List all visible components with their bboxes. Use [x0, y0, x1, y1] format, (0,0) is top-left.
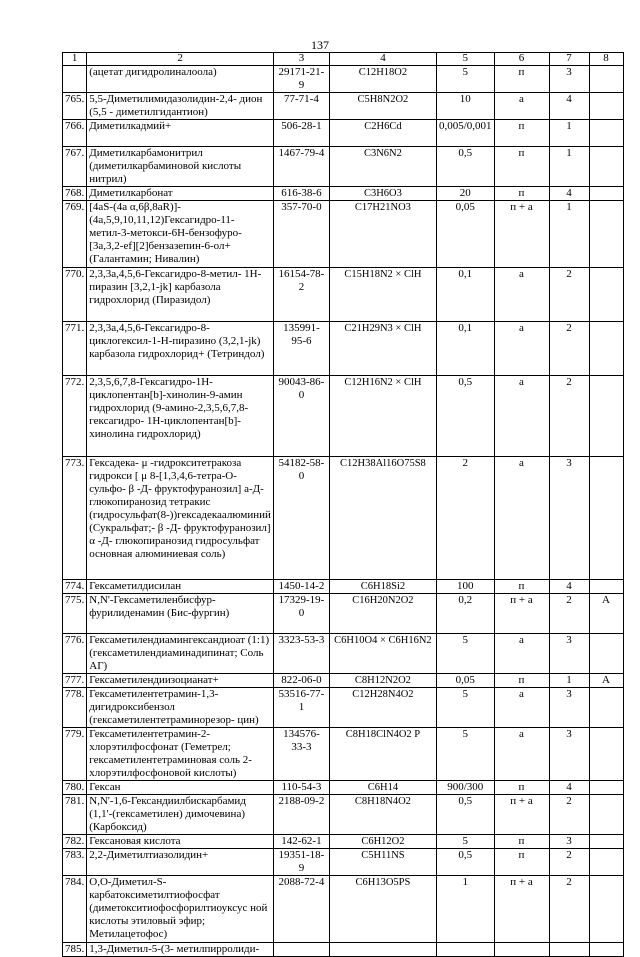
- cell-val: 1: [436, 876, 494, 943]
- cell-val: 5: [436, 634, 494, 674]
- cell-cas: 2088-72-4: [273, 876, 329, 943]
- cell-val: 0,005/0,001: [436, 120, 494, 147]
- cell-hazard: 2: [549, 594, 589, 634]
- cell-note: [589, 268, 623, 322]
- cell-hazard: 3: [549, 66, 589, 93]
- cell-cas: 110-54-3: [273, 781, 329, 795]
- cell-formula: C6H14: [329, 781, 436, 795]
- cell-note: [589, 120, 623, 147]
- cell-cas: 54182-58-0: [273, 457, 329, 580]
- cell-num: 774.: [63, 580, 87, 594]
- cell-cls: п: [494, 580, 549, 594]
- cell-cls: а: [494, 457, 549, 580]
- cell-hazard: 2: [549, 795, 589, 835]
- cell-name: Гексаметилендиамингександиоат (1:1) (гексаметилендиаминадипинат; Соль АГ): [87, 634, 274, 674]
- cell-cas: 822-06-0: [273, 674, 329, 688]
- cell-num: 773.: [63, 457, 87, 580]
- column-header: 6: [494, 53, 549, 66]
- cell-hazard: 2: [549, 376, 589, 457]
- cell-formula: C2H6Cd: [329, 120, 436, 147]
- cell-cls: [494, 943, 549, 957]
- cell-name: Диметилкадмий+: [87, 120, 274, 147]
- cell-num: 766.: [63, 120, 87, 147]
- cell-cls: п + а: [494, 795, 549, 835]
- cell-name: Диметилкарбамонитрил (диметилкарбаминовой кислоты нитрил): [87, 147, 274, 187]
- cell-note: [589, 201, 623, 268]
- cell-val: 0,05: [436, 201, 494, 268]
- cell-val: 5: [436, 728, 494, 781]
- cell-num: 777.: [63, 674, 87, 688]
- cell-name: Гексаметилендиизоцианат+: [87, 674, 274, 688]
- cell-cls: а: [494, 634, 549, 674]
- cell-formula: C12H38Al16O75S8: [329, 457, 436, 580]
- cell-formula: C8H18N4O2: [329, 795, 436, 835]
- cell-cls: п + а: [494, 594, 549, 634]
- cell-hazard: [549, 943, 589, 957]
- cell-val: 0,1: [436, 322, 494, 376]
- cell-cas: 357-70-0: [273, 201, 329, 268]
- table-row: [63, 781, 624, 795]
- table-row: [63, 674, 624, 688]
- cell-val: [436, 943, 494, 957]
- cell-note: [589, 728, 623, 781]
- cell-cas: [273, 943, 329, 957]
- cell-formula: C15H18N2 × ClH: [329, 268, 436, 322]
- cell-name: Гексан: [87, 781, 274, 795]
- column-header: 4: [329, 53, 436, 66]
- table-row: [63, 849, 624, 876]
- cell-val: 2: [436, 457, 494, 580]
- table-row: [63, 728, 624, 781]
- cell-cls: а: [494, 322, 549, 376]
- cell-num: 781.: [63, 795, 87, 835]
- cell-val: 0,2: [436, 594, 494, 634]
- cell-val: 5: [436, 688, 494, 728]
- cell-note: [589, 795, 623, 835]
- cell-cls: п: [494, 120, 549, 147]
- cell-formula: C8H18ClN4O2 P: [329, 728, 436, 781]
- cell-note: А: [589, 594, 623, 634]
- column-header: 8: [589, 53, 623, 66]
- cell-num: 780.: [63, 781, 87, 795]
- cell-name: Гексадека- μ -гидрокситетракоза гидрокси [ μ 8-[1,3,4,6-тетра-О-сульфо- β -Д- фруктофуранозил] а-Д-глюкопиранозид тетракис (гидросульфат(8-))гексадекаалюминий (Сукральфат;- β -Д- фруктофуранозил] α -Д- глюкопиранозид гидросульфат основная алюминиевая соль): [87, 457, 274, 580]
- cell-name: О,О-Диметил-S-карбатоксиметилтиофосфат (диметокситиофосфорилтиоуксус ной кислоты этиловый эфир; Метилацетофос): [87, 876, 274, 943]
- table-row: [63, 835, 624, 849]
- cell-hazard: 2: [549, 849, 589, 876]
- cell-num: 770.: [63, 268, 87, 322]
- cell-formula: C5H11NS: [329, 849, 436, 876]
- cell-cas: 135991-95-6: [273, 322, 329, 376]
- cell-cls: а: [494, 93, 549, 120]
- cell-num: 785.: [63, 943, 87, 957]
- cell-val: 5: [436, 835, 494, 849]
- cell-cls: п: [494, 781, 549, 795]
- cell-num: 771.: [63, 322, 87, 376]
- cell-num: 775.: [63, 594, 87, 634]
- table-row: [63, 688, 624, 728]
- cell-note: [589, 187, 623, 201]
- cell-name: 2,3,3a,4,5,6-Гексагидро-8-метил- 1Н-пиразин [3,2,1-jk] карбазола гидрохлорид (Пиразидол): [87, 268, 274, 322]
- column-header: 1: [63, 53, 87, 66]
- cell-note: [589, 849, 623, 876]
- cell-cls: п: [494, 147, 549, 187]
- cell-cls: а: [494, 268, 549, 322]
- cell-num: 782.: [63, 835, 87, 849]
- cell-name: Гексаметилентетрамин-2-хлорэтилфосфонат (Геметрел; гексаметилентетраминовая соль 2-хлорэтилфосфоновой кислоты): [87, 728, 274, 781]
- cell-formula: C21H29N3 × ClH: [329, 322, 436, 376]
- cell-cls: п: [494, 187, 549, 201]
- cell-name: Диметилкарбонат: [87, 187, 274, 201]
- column-header: 3: [273, 53, 329, 66]
- column-header: 2: [87, 53, 274, 66]
- cell-cas: 506-28-1: [273, 120, 329, 147]
- cell-cls: а: [494, 688, 549, 728]
- table-row: [63, 457, 624, 580]
- cell-formula: C5H8N2O2: [329, 93, 436, 120]
- cell-formula: [329, 943, 436, 957]
- cell-cas: 19351-18-9: [273, 849, 329, 876]
- cell-name: [4aS-(4a α,6β,8aR)]-(4a,5,9,10,11,12)Гексагидро-11- метил-3-метокси-6Н-бензофуро- [3a,3,2-ef][2]бензазепин-6-ол+ (Галантамин; Нивалин): [87, 201, 274, 268]
- cell-cas: 1450-14-2: [273, 580, 329, 594]
- cell-cls: п + а: [494, 876, 549, 943]
- cell-cls: п: [494, 674, 549, 688]
- cell-name: 5,5-Диметилимидазолидин-2,4- дион (5,5 - диметилгидантион): [87, 93, 274, 120]
- cell-cls: п + а: [494, 201, 549, 268]
- cell-cas: 16154-78-2: [273, 268, 329, 322]
- cell-cls: а: [494, 376, 549, 457]
- cell-cas: 3323-53-3: [273, 634, 329, 674]
- cell-cas: 29171-21-9: [273, 66, 329, 93]
- table-row: [63, 580, 624, 594]
- cell-note: [589, 322, 623, 376]
- cell-name: 1,3-Диметил-5-(3- метилпирролиди-: [87, 943, 274, 957]
- cell-hazard: 3: [549, 728, 589, 781]
- cell-cas: 134576-33-3: [273, 728, 329, 781]
- cell-val: 0,5: [436, 147, 494, 187]
- cell-cas: 2188-09-2: [273, 795, 329, 835]
- table-row: [63, 943, 624, 957]
- cell-num: 783.: [63, 849, 87, 876]
- table-row: [63, 201, 624, 268]
- cell-formula: C12H28N4O2: [329, 688, 436, 728]
- cell-note: [589, 781, 623, 795]
- cell-num: 772.: [63, 376, 87, 457]
- page-number: 137: [311, 38, 329, 52]
- cell-note: [589, 688, 623, 728]
- cell-val: 900/300: [436, 781, 494, 795]
- cell-formula: C16H20N2O2: [329, 594, 436, 634]
- cell-hazard: 3: [549, 457, 589, 580]
- cell-note: [589, 66, 623, 93]
- cell-hazard: 4: [549, 781, 589, 795]
- cell-name: 2,2-Диметилтиазолидин+: [87, 849, 274, 876]
- table-row: [63, 120, 624, 147]
- cell-formula: C12H16N2 × ClH: [329, 376, 436, 457]
- cell-cas: 1467-79-4: [273, 147, 329, 187]
- cell-formula: C3H6O3: [329, 187, 436, 201]
- cell-note: [589, 876, 623, 943]
- cell-cls: а: [494, 728, 549, 781]
- cell-formula: C12H18O2: [329, 66, 436, 93]
- cell-hazard: 1: [549, 674, 589, 688]
- cell-formula: C6H13O5PS: [329, 876, 436, 943]
- cell-note: [589, 634, 623, 674]
- cell-cas: 90043-86-0: [273, 376, 329, 457]
- cell-hazard: 4: [549, 93, 589, 120]
- cell-num: 765.: [63, 93, 87, 120]
- cell-val: 0,5: [436, 849, 494, 876]
- cell-val: 0,1: [436, 268, 494, 322]
- cell-hazard: 4: [549, 187, 589, 201]
- cell-formula: C6H12O2: [329, 835, 436, 849]
- table-body: [63, 66, 624, 957]
- cell-hazard: 3: [549, 634, 589, 674]
- cell-cas: 17329-19-0: [273, 594, 329, 634]
- cell-name: Гексаметилдисилан: [87, 580, 274, 594]
- cell-formula: C3N6N2: [329, 147, 436, 187]
- column-number-row: [63, 53, 624, 66]
- cell-note: [589, 376, 623, 457]
- cell-formula: C8H12N2O2: [329, 674, 436, 688]
- cell-cls: п: [494, 66, 549, 93]
- cell-name: N,N'-Гексаметиленбисфур-фурилиденамин (Бис-фургин): [87, 594, 274, 634]
- cell-name: Гексаметилентетрамин-1,3-дигидроксибензол (гексаметилентетраминорезор- цин): [87, 688, 274, 728]
- cell-num: 767.: [63, 147, 87, 187]
- cell-formula: C6H18Si2: [329, 580, 436, 594]
- table-row: [63, 634, 624, 674]
- table-row: [63, 93, 624, 120]
- cell-hazard: 2: [549, 322, 589, 376]
- cell-cas: 142-62-1: [273, 835, 329, 849]
- table-row: [63, 376, 624, 457]
- cell-hazard: 3: [549, 688, 589, 728]
- cell-val: 20: [436, 187, 494, 201]
- cell-note: [589, 835, 623, 849]
- cell-val: 10: [436, 93, 494, 120]
- cell-cls: п: [494, 835, 549, 849]
- table-row: [63, 876, 624, 943]
- cell-note: [589, 147, 623, 187]
- cell-formula: C17H21NO3: [329, 201, 436, 268]
- cell-hazard: 3: [549, 835, 589, 849]
- cell-num: [63, 66, 87, 93]
- cell-num: 778.: [63, 688, 87, 728]
- cell-num: 779.: [63, 728, 87, 781]
- cell-note: [589, 580, 623, 594]
- cell-name: N,N'-1,6-Гександиилбискарбамид (1,1'-(гексаметилен) димочевина) (Карбоксид): [87, 795, 274, 835]
- cell-val: 0,05: [436, 674, 494, 688]
- table-row: [63, 594, 624, 634]
- column-header: 5: [436, 53, 494, 66]
- cell-note: [589, 457, 623, 580]
- cell-val: 5: [436, 66, 494, 93]
- cell-hazard: 1: [549, 120, 589, 147]
- cell-cas: 77-71-4: [273, 93, 329, 120]
- cell-hazard: 1: [549, 147, 589, 187]
- cell-name: (ацетат дигидролиналоола): [87, 66, 274, 93]
- cell-num: 769.: [63, 201, 87, 268]
- cell-formula: C6H10O4 × C6H16N2: [329, 634, 436, 674]
- cell-note: [589, 93, 623, 120]
- cell-hazard: 2: [549, 876, 589, 943]
- cell-val: 100: [436, 580, 494, 594]
- table-row: [63, 795, 624, 835]
- cell-cas: 53516-77-1: [273, 688, 329, 728]
- cell-name: 2,3,3a,4,5,6-Гексагидро-8-циклогексил-1-Н-пиразино (3,2,1-jk) карбазола гидрохлорид+ (Тетриндол): [87, 322, 274, 376]
- cell-val: 0,5: [436, 376, 494, 457]
- table-row: [63, 66, 624, 93]
- table-row: [63, 322, 624, 376]
- cell-hazard: 4: [549, 580, 589, 594]
- cell-num: 784.: [63, 876, 87, 943]
- table-row: [63, 268, 624, 322]
- table-row: [63, 147, 624, 187]
- cell-hazard: 2: [549, 268, 589, 322]
- cell-name: Гексановая кислота: [87, 835, 274, 849]
- cell-name: 2,3,5,6,7,8-Гексагидро-1Н-циклопентан[b]-хинолин-9-амин гидрохлорид (9-амино-2,3,5,6,7,8-гексагидро- 1Н-циклопентан[b]-хинолина гидрохлорид): [87, 376, 274, 457]
- substances-table: [62, 52, 624, 957]
- cell-note: [589, 943, 623, 957]
- cell-note: А: [589, 674, 623, 688]
- cell-cas: 616-38-6: [273, 187, 329, 201]
- cell-hazard: 1: [549, 201, 589, 268]
- table-row: [63, 187, 624, 201]
- cell-num: 768.: [63, 187, 87, 201]
- cell-num: 776.: [63, 634, 87, 674]
- cell-val: 0,5: [436, 795, 494, 835]
- cell-cls: п: [494, 849, 549, 876]
- column-header: 7: [549, 53, 589, 66]
